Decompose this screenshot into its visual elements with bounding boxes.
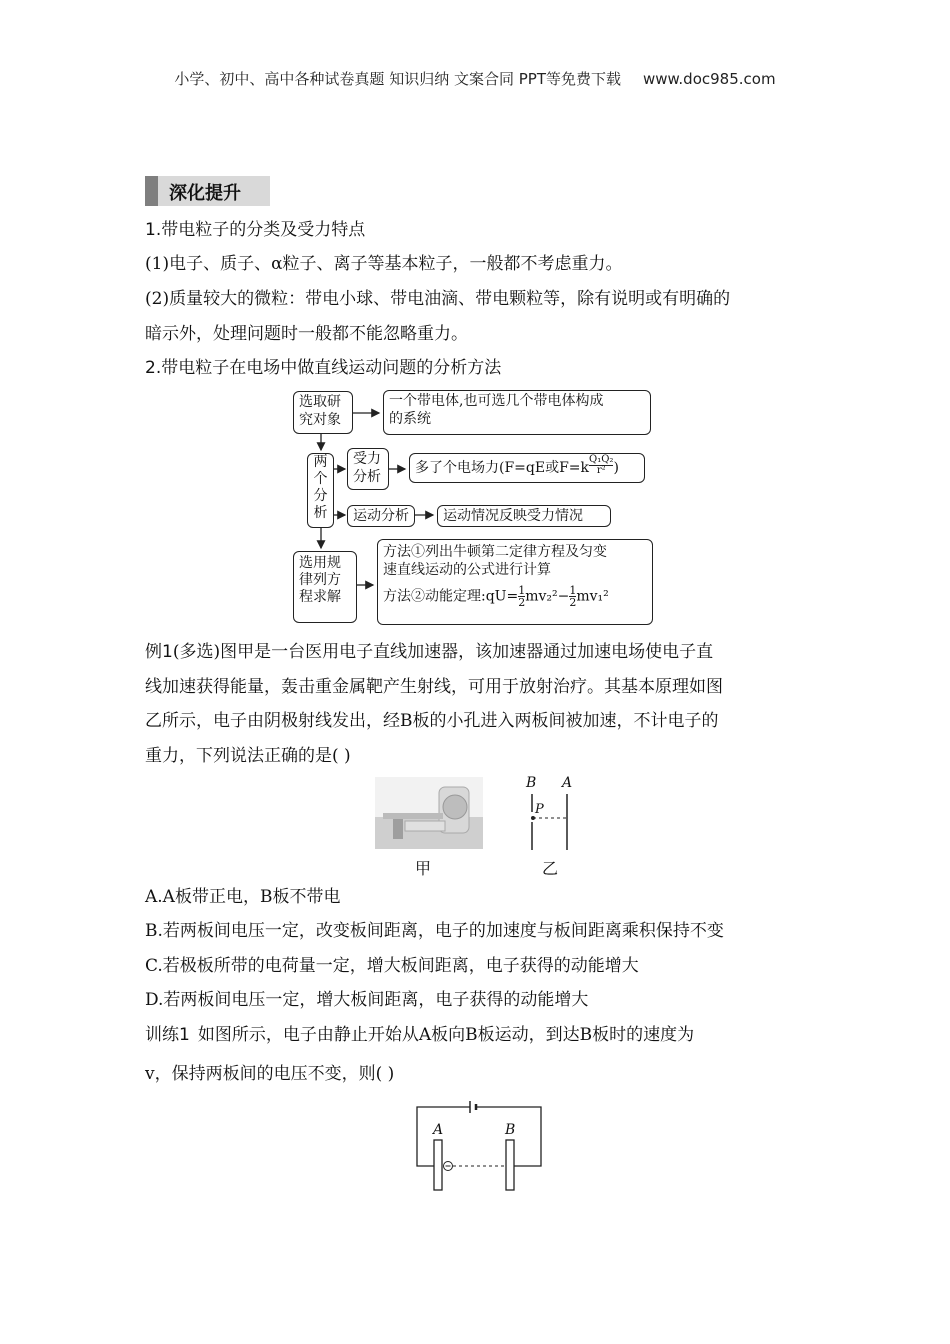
figure-b-caption: 乙 bbox=[542, 859, 559, 878]
heading-2: 2.带电粒子在电场中做直线运动问题的分析方法 bbox=[145, 358, 502, 378]
select-object-line-1: 选取研 bbox=[299, 394, 341, 410]
circuit-diagram bbox=[410, 1100, 550, 1200]
motion-description-text: 运动情况反映受力情况 bbox=[443, 508, 583, 524]
circuit-label-a: A bbox=[433, 1122, 444, 1138]
header-site: www.doc985.com bbox=[642, 70, 776, 88]
label-plate-b: B bbox=[526, 775, 537, 791]
coulomb-fraction bbox=[589, 455, 613, 476]
select-object-line-2: 究对象 bbox=[299, 412, 341, 428]
method-2-line bbox=[383, 585, 647, 608]
two-analyses-char-4: 析 bbox=[313, 505, 328, 521]
option-c: C.若极板所带的电荷量一定，增大板间距离，电子获得的动能增大 bbox=[145, 956, 639, 976]
plate-a-rect bbox=[434, 1140, 442, 1190]
force-analysis-box bbox=[347, 448, 389, 490]
two-analyses-char-1: 两 bbox=[313, 454, 328, 470]
method-1-line-1: 方法①列出牛顿第二定律方程及匀变 bbox=[383, 544, 607, 560]
method-2-mv1: mv₁² bbox=[576, 588, 609, 605]
label-plate-a: A bbox=[562, 775, 573, 791]
label-point-p: P bbox=[535, 802, 544, 817]
method-1-line-2: 速直线运动的公式进行计算 bbox=[383, 562, 551, 578]
motion-description-box bbox=[437, 505, 611, 527]
object-description-box bbox=[383, 390, 651, 435]
select-law-line-3: 程求解 bbox=[299, 589, 341, 605]
two-analyses-char-3: 分 bbox=[313, 488, 328, 504]
half-1-num: 1 bbox=[518, 584, 526, 597]
methods-box bbox=[377, 539, 653, 625]
object-desc-line-2: 的系统 bbox=[389, 411, 431, 427]
half-2-num: 1 bbox=[569, 584, 577, 597]
training-1-line-2: v，保持两板间的电压不变，则( ) bbox=[145, 1064, 395, 1084]
heading-1: 1.带电粒子的分类及受力特点 bbox=[145, 220, 366, 240]
half-2-den: 2 bbox=[569, 596, 577, 609]
section-marker bbox=[145, 176, 158, 206]
training-1-line-1 bbox=[145, 1024, 694, 1046]
item-2-line-1: (2)质量较大的微粒：带电小球、带电油滴、带电颗粒等，除有说明或有明确的 bbox=[145, 289, 731, 309]
header-text: 小学、初中、高中各种试卷真题 知识归纳 文案合同 PPT等免费下载 bbox=[174, 70, 621, 88]
option-b: B.若两板间电压一定，改变板间距离，电子的加速度与板间距离乘积保持不变 bbox=[145, 921, 724, 941]
example-1-line-3: 乙所示，电子由阴极射线发出，经B板的小孔进入两板间被加速，不计电子的 bbox=[145, 711, 719, 731]
plate-b-rect bbox=[506, 1140, 514, 1190]
force-description-text: 多了个电场力(F=qE或F=k bbox=[415, 460, 590, 476]
half-1-den: 2 bbox=[518, 596, 526, 609]
example-1-line-2: 线加速获得能量，轰击重金属靶产生射线，可用于放射治疗。其基本原理如图 bbox=[145, 677, 723, 697]
section-title-bar bbox=[145, 176, 270, 206]
wire-left bbox=[417, 1107, 470, 1166]
page-header bbox=[0, 68, 950, 89]
example-1-text-1: 图甲是一台医用电子直线加速器，该加速器通过加速电场使电子直 bbox=[220, 642, 714, 662]
example-1-tag: (多选) bbox=[172, 642, 221, 662]
analysis-flowchart bbox=[287, 385, 667, 630]
select-object-box bbox=[293, 391, 353, 434]
example-1-line-4: 重力，下列说法正确的是( ) bbox=[145, 746, 351, 766]
motion-analysis-box bbox=[347, 505, 415, 527]
training-1-text-1: 如图所示，电子由静止开始从A板向B板运动，到达B板时的速度为 bbox=[197, 1025, 695, 1045]
circuit-label-b: B bbox=[505, 1122, 516, 1138]
fraction-denominator: r² bbox=[596, 464, 606, 476]
close-paren: ) bbox=[613, 460, 619, 476]
example-1-label: 例1 bbox=[145, 642, 173, 662]
method-2-prefix: 方法②动能定理:qU= bbox=[383, 588, 519, 605]
example-1-line-1 bbox=[145, 641, 713, 663]
two-analyses-box bbox=[307, 453, 334, 528]
item-1: (1)电子、质子、α粒子、离子等基本粒子，一般都不考虑重力。 bbox=[145, 254, 623, 274]
two-analyses-char-2: 个 bbox=[313, 471, 328, 487]
training-1-label: 训练1 bbox=[145, 1025, 190, 1045]
figure-a-caption: 甲 bbox=[415, 859, 432, 878]
select-law-line-2: 律列方 bbox=[299, 572, 341, 588]
force-analysis-line-2: 分析 bbox=[353, 469, 381, 485]
force-analysis-line-1: 受力 bbox=[353, 451, 381, 467]
object-desc-line-1: 一个带电体,也可选几个带电体构成 bbox=[389, 393, 604, 409]
accelerator-photo bbox=[375, 777, 483, 849]
fraction-numerator: Q₁Q₂ bbox=[589, 453, 614, 465]
item-2-line-2: 暗示外，处理问题时一般都不能忽略重力。 bbox=[145, 324, 468, 344]
force-description-box bbox=[409, 453, 645, 483]
motion-analysis-label: 运动分析 bbox=[353, 508, 409, 524]
method-2-mv2: mv₂²− bbox=[525, 588, 570, 605]
option-a: A.A板带正电，B板不带电 bbox=[145, 887, 341, 907]
option-d: D.若两板间电压一定，增大板间距离，电子获得的动能增大 bbox=[145, 990, 589, 1010]
section-title: 深化提升 bbox=[169, 183, 241, 204]
select-law-line-1: 选用规 bbox=[299, 555, 341, 571]
select-law-box bbox=[293, 551, 357, 623]
